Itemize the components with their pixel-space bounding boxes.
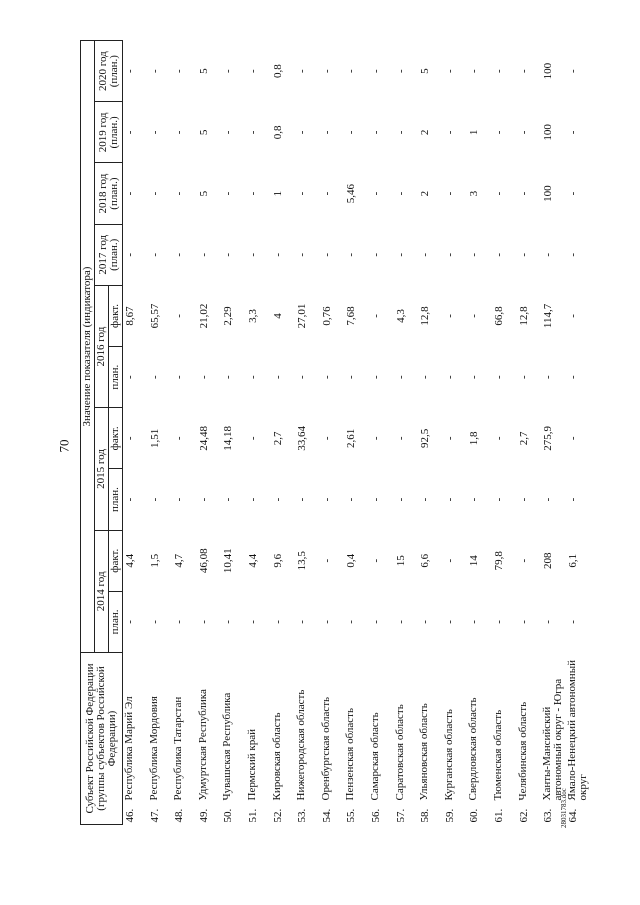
table-row: [517, 41, 542, 825]
value-cell: -: [492, 191, 505, 196]
value-cell: -: [246, 375, 259, 379]
value-cell: -: [173, 252, 186, 257]
value-cell: -: [394, 191, 407, 196]
value-cell: 27,01: [296, 303, 309, 329]
value-cell: -: [148, 252, 161, 257]
value-cell: -: [271, 375, 284, 379]
value-cell: -: [517, 69, 530, 73]
subject-name: Республика Татарстан: [172, 696, 185, 801]
table-row: [123, 41, 148, 825]
value-cell: -: [566, 497, 579, 502]
page-number: 70: [56, 439, 72, 453]
subject-name: Оренбургская область: [319, 696, 332, 801]
value-cell: 114,7: [542, 303, 555, 329]
row-number: 58.: [419, 808, 432, 823]
value-cell: -: [517, 497, 530, 502]
table-row: [271, 41, 296, 825]
value-cell: 275,9: [542, 425, 555, 451]
value-cell: -: [296, 497, 309, 502]
value-cell: 5: [197, 129, 210, 136]
value-cell: 100: [542, 124, 555, 141]
subject-name: Пермский край: [245, 729, 258, 801]
table-row: [246, 41, 271, 825]
row-number: 54.: [320, 808, 333, 823]
plan-2015-header: план.: [109, 469, 123, 530]
value-cell: 3: [468, 190, 481, 197]
value-cell: 5: [197, 68, 210, 74]
value-cell: -: [320, 497, 333, 502]
value-cell: -: [246, 191, 259, 196]
value-cell: -: [320, 436, 333, 441]
value-cell: -: [517, 375, 530, 379]
value-cell: -: [222, 69, 235, 73]
table-row: [221, 41, 246, 825]
value-cell: -: [148, 69, 161, 73]
value-cell: -: [246, 69, 259, 73]
value-cell: -: [492, 375, 505, 379]
subject-name: Ульяновская область: [418, 703, 431, 801]
subject-name: Саратовская область: [393, 704, 406, 801]
value-cell: -: [296, 191, 309, 196]
value-cell: 7,68: [345, 306, 358, 326]
value-cell: -: [468, 620, 481, 624]
value-cell: -: [345, 375, 358, 379]
value-cell: -: [369, 375, 382, 379]
value-cell: -: [566, 69, 579, 73]
subject-name: Пензенская область: [344, 708, 357, 801]
value-cell: 1,51: [148, 428, 161, 448]
value-cell: 15: [394, 555, 407, 567]
value-cell: -: [369, 252, 382, 257]
value-cell: -: [394, 252, 407, 257]
value-cell: -: [246, 620, 259, 624]
value-cell: -: [443, 191, 456, 196]
year-2018-header: 2018 год (план.): [95, 163, 123, 224]
value-cell: 0,76: [320, 306, 333, 326]
value-cell: 5: [197, 190, 210, 197]
value-cell: 1,5: [148, 553, 161, 568]
value-cell: -: [222, 191, 235, 196]
value-cell: -: [222, 252, 235, 257]
row-number: 47.: [148, 808, 161, 823]
row-number: 53.: [296, 808, 309, 823]
value-cell: -: [124, 436, 136, 441]
value-cell: 4: [271, 313, 284, 319]
row-number: 62.: [517, 808, 530, 823]
value-cell: -: [222, 375, 235, 379]
value-cell: -: [443, 436, 456, 441]
value-cell: 2,7: [517, 431, 530, 446]
value-cell: 2: [419, 129, 432, 136]
value-cell: -: [296, 620, 309, 624]
value-cell: -: [320, 130, 333, 135]
fact-2016-header: факт.: [109, 285, 123, 346]
value-cell: 2,61: [345, 428, 358, 448]
value-cell: -: [443, 620, 456, 624]
value-cell: -: [369, 497, 382, 502]
value-cell: -: [320, 69, 333, 73]
row-number: 52.: [271, 808, 284, 823]
value-cell: 10,41: [222, 548, 235, 574]
value-cell: 2,29: [222, 306, 235, 326]
value-cell: -: [443, 497, 456, 502]
value-cell: -: [320, 558, 333, 563]
value-cell: -: [492, 436, 505, 441]
value-cell: -: [124, 130, 136, 135]
value-cell: -: [394, 130, 407, 135]
table-row: [295, 41, 320, 825]
value-cell: -: [517, 620, 530, 624]
footer-filename: 28031783.doc: [560, 788, 568, 828]
table-row: [369, 41, 394, 825]
value-cell: 33,64: [296, 425, 309, 451]
row-number: 64.: [566, 808, 579, 823]
value-cell: 12,8: [419, 306, 432, 326]
subject-name: Тюменская область: [491, 709, 504, 801]
table-row: [541, 41, 566, 825]
value-cell: 66,8: [492, 306, 505, 326]
value-cell: -: [246, 497, 259, 502]
value-cell: -: [566, 314, 579, 318]
value-cell: 13,5: [296, 551, 309, 571]
value-cell: -: [419, 375, 432, 379]
value-cell: -: [419, 620, 432, 624]
value-cell: 46,08: [197, 548, 210, 574]
subject-name: Чувашская Республика: [221, 692, 234, 801]
value-cell: -: [394, 620, 407, 624]
indicator-header: Значение показателя (индикатора): [81, 41, 95, 653]
fact-2015-header: факт.: [109, 408, 123, 469]
value-cell: -: [173, 620, 186, 624]
value-cell: -: [124, 497, 136, 502]
value-cell: 4,3: [394, 309, 407, 323]
year-2019-header: 2019 год (план.): [95, 102, 123, 163]
value-cell: -: [468, 497, 481, 502]
value-cell: -: [148, 620, 161, 624]
value-cell: -: [566, 130, 579, 135]
plan-2016-header: план.: [109, 347, 123, 408]
value-cell: -: [296, 130, 309, 135]
value-cell: 1: [468, 129, 481, 136]
row-number: 63.: [542, 808, 555, 823]
value-cell: -: [320, 375, 333, 379]
subject-name: Челябинская область: [516, 701, 529, 801]
value-cell: -: [369, 314, 382, 318]
subject-name: Курганская область: [442, 709, 455, 801]
value-cell: -: [345, 69, 358, 73]
value-cell: -: [320, 191, 333, 196]
year-2016-header: 2016 год: [95, 285, 109, 407]
value-cell: -: [222, 497, 235, 502]
subject-name: Самарская область: [368, 712, 381, 801]
value-cell: 79,8: [492, 551, 505, 571]
value-cell: -: [517, 130, 530, 135]
value-cell: -: [369, 69, 382, 73]
value-cell: 2,7: [271, 431, 284, 446]
value-cell: -: [124, 191, 136, 196]
value-cell: -: [443, 69, 456, 73]
value-cell: -: [173, 69, 186, 73]
row-number: 46.: [124, 808, 136, 823]
table-row: [172, 41, 197, 825]
value-cell: -: [173, 375, 186, 379]
value-cell: -: [222, 130, 235, 135]
row-number: 49.: [197, 808, 210, 823]
subject-name: Удмуртская Республика: [196, 689, 209, 801]
value-cell: -: [419, 497, 432, 502]
value-cell: -: [443, 558, 456, 563]
value-cell: -: [173, 436, 186, 441]
value-cell: -: [197, 375, 210, 379]
row-number: 55.: [345, 808, 358, 823]
value-cell: -: [173, 497, 186, 502]
value-cell: -: [148, 375, 161, 379]
value-cell: 5,46: [345, 183, 358, 204]
value-cell: -: [173, 130, 186, 135]
row-number: 60.: [468, 808, 481, 823]
year-2015-header: 2015 год: [95, 408, 109, 530]
fact-2014-header: факт.: [109, 530, 123, 591]
value-cell: -: [246, 130, 259, 135]
table-row: [394, 41, 419, 825]
value-cell: -: [124, 620, 136, 624]
value-cell: 3,3: [246, 309, 259, 323]
value-cell: 5: [419, 68, 432, 74]
value-cell: 0,4: [345, 553, 358, 568]
value-cell: -: [492, 620, 505, 624]
value-cell: -: [296, 69, 309, 73]
year-2020-header: 2020 год (план.): [95, 41, 123, 102]
value-cell: -: [369, 620, 382, 624]
value-cell: -: [394, 69, 407, 73]
value-cell: -: [443, 314, 456, 318]
value-cell: 100: [542, 185, 555, 202]
value-cell: -: [492, 69, 505, 73]
subject-name: Республика Марий Эл: [123, 696, 135, 801]
value-cell: -: [271, 497, 284, 502]
value-cell: -: [542, 497, 555, 502]
table-row: [320, 41, 345, 825]
row-number: 59.: [443, 808, 456, 823]
value-cell: 21,02: [197, 303, 210, 329]
value-cell: -: [197, 620, 210, 624]
value-cell: -: [369, 191, 382, 196]
subject-name: Ямало-Ненецкий автономный округ: [565, 660, 589, 801]
value-cell: -: [124, 69, 136, 73]
value-cell: -: [271, 252, 284, 257]
value-cell: -: [345, 130, 358, 135]
value-cell: -: [443, 130, 456, 135]
value-cell: -: [173, 191, 186, 196]
value-cell: -: [197, 252, 210, 257]
value-cell: -: [542, 252, 555, 257]
table-body: [123, 41, 591, 825]
value-cell: -: [197, 497, 210, 502]
value-cell: 8,67: [124, 306, 136, 326]
table-row: [443, 41, 468, 825]
value-cell: 6,6: [419, 553, 432, 568]
value-cell: 12,8: [517, 306, 530, 326]
row-number: 56.: [369, 808, 382, 823]
value-cell: -: [271, 620, 284, 624]
row-number: 57.: [394, 808, 407, 823]
table-row: [197, 41, 222, 825]
value-cell: -: [148, 497, 161, 502]
value-cell: -: [246, 436, 259, 441]
value-cell: -: [468, 375, 481, 379]
value-cell: -: [492, 130, 505, 135]
value-cell: -: [394, 375, 407, 379]
subject-name: Кировская область: [270, 712, 283, 801]
value-cell: -: [517, 558, 530, 563]
value-cell: -: [566, 375, 579, 379]
value-cell: -: [124, 252, 136, 257]
value-cell: -: [566, 620, 579, 624]
row-number: 61.: [492, 808, 505, 823]
value-cell: -: [542, 375, 555, 379]
year-2014-header: 2014 год: [95, 530, 109, 652]
value-cell: -: [566, 191, 579, 196]
table-row: [148, 41, 173, 825]
table-header: [81, 41, 123, 825]
value-cell: -: [320, 252, 333, 257]
table-row: [566, 41, 591, 825]
table-row: [418, 41, 443, 825]
subject-name: Свердловская область: [467, 697, 480, 801]
year-2017-header: 2017 год (план.): [95, 224, 123, 285]
value-cell: -: [222, 620, 235, 624]
subject-name: Нижегородская область: [295, 689, 308, 801]
value-cell: 100: [542, 62, 555, 80]
value-cell: -: [566, 252, 579, 257]
value-cell: -: [148, 130, 161, 135]
value-cell: -: [345, 252, 358, 257]
value-cell: 65,57: [148, 303, 161, 329]
value-cell: -: [468, 252, 481, 257]
plan-2014-header: план.: [109, 591, 123, 652]
value-cell: -: [492, 252, 505, 257]
value-cell: -: [443, 375, 456, 379]
value-cell: -: [246, 252, 259, 257]
row-number: 48.: [173, 808, 186, 823]
value-cell: 0,8: [271, 125, 284, 140]
value-cell: -: [443, 252, 456, 257]
table-row: [492, 41, 517, 825]
value-cell: 6,1: [566, 553, 579, 568]
value-cell: 14,18: [222, 425, 235, 451]
subject-name: Ханты-Мансийский автономный округ - Югра: [541, 678, 565, 801]
value-cell: -: [345, 620, 358, 624]
value-cell: 1,8: [468, 431, 481, 446]
value-cell: 9,6: [271, 553, 284, 568]
value-cell: -: [296, 252, 309, 257]
value-cell: -: [124, 375, 136, 379]
value-cell: 2: [419, 190, 432, 197]
subject-name: Республика Мордовия: [147, 696, 160, 801]
value-cell: -: [517, 191, 530, 196]
value-cell: -: [542, 620, 555, 624]
value-cell: 14: [468, 555, 481, 567]
value-cell: -: [468, 314, 481, 318]
value-cell: 4,4: [246, 553, 259, 568]
value-cell: -: [419, 252, 432, 257]
row-number: 51.: [246, 808, 259, 823]
value-cell: -: [394, 497, 407, 502]
value-cell: 24,48: [197, 425, 210, 451]
value-cell: -: [566, 436, 579, 441]
value-cell: -: [320, 620, 333, 624]
value-cell: 1: [271, 190, 284, 197]
value-cell: 92,5: [419, 428, 432, 448]
value-cell: -: [517, 252, 530, 257]
value-cell: 4,7: [173, 553, 186, 568]
table-row: [467, 41, 492, 825]
value-cell: -: [148, 191, 161, 196]
value-cell: 0,8: [271, 64, 284, 79]
value-cell: -: [492, 497, 505, 502]
value-cell: -: [394, 436, 407, 441]
value-cell: -: [369, 436, 382, 441]
value-cell: -: [369, 130, 382, 135]
value-cell: -: [345, 497, 358, 502]
value-cell: 4,4: [124, 553, 136, 568]
subject-header: Субъект Российской Федерации (группы субъектов Российской Федерации): [81, 652, 123, 824]
table-row: [344, 41, 369, 825]
value-cell: -: [468, 69, 481, 73]
value-cell: -: [296, 375, 309, 379]
value-cell: 208: [542, 552, 555, 569]
value-cell: -: [369, 558, 382, 563]
value-cell: -: [173, 314, 186, 318]
row-number: 50.: [222, 808, 235, 823]
